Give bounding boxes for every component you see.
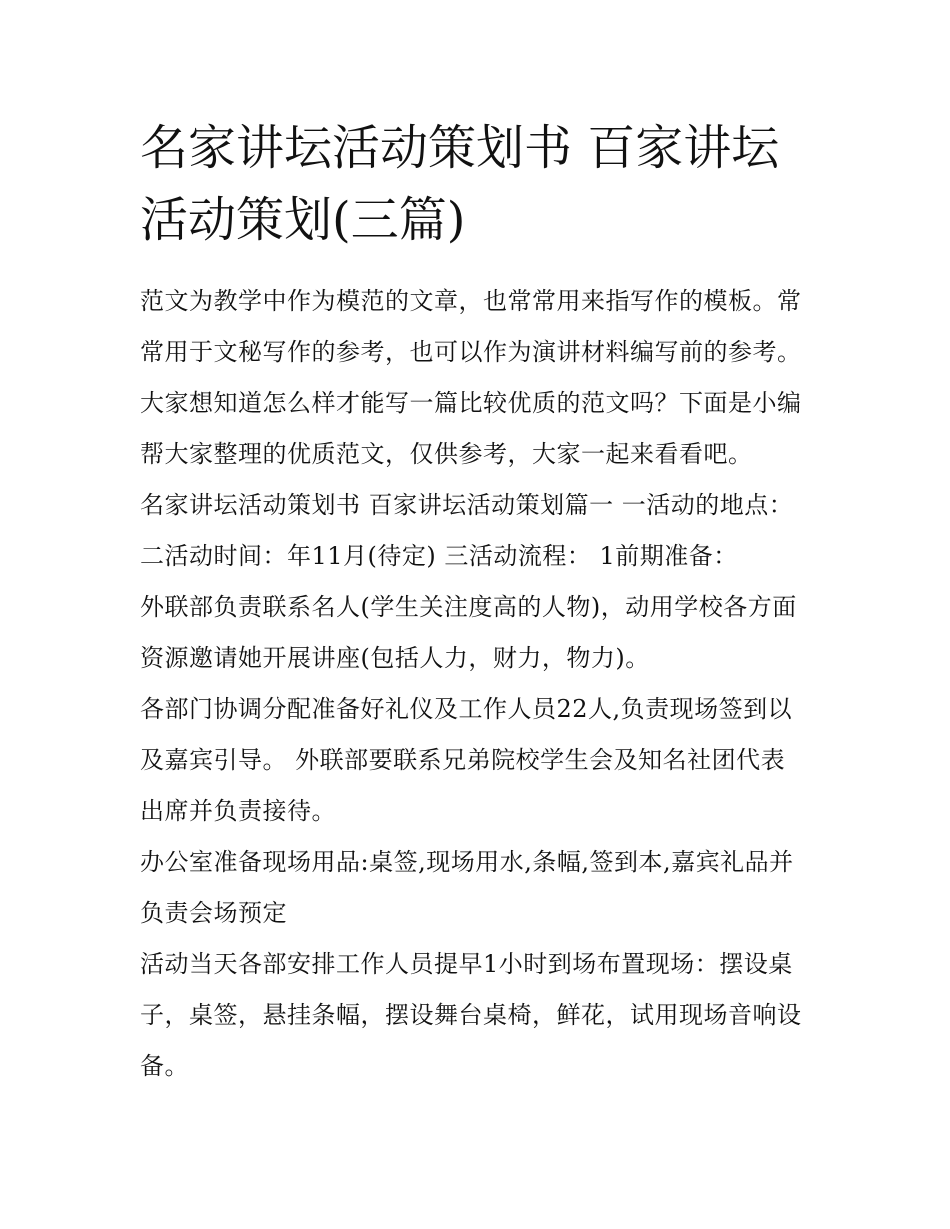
document-title	[140, 112, 820, 256]
body-line: 子，桌签，悬挂条幅，摆设舞台桌椅，鲜花，试用现场音响设	[140, 1001, 802, 1029]
body-line: 负责会场预定	[140, 899, 287, 927]
body-line: 帮大家整理的优质范文，仅供参考，大家一起来看看吧。	[140, 440, 753, 468]
body-line: 备。	[140, 1052, 189, 1080]
body-line: 活动当天各部安排工作人员提早1小时到场布置现场：摆设桌	[140, 950, 793, 978]
title-line: 名家讲坛活动策划书 百家讲坛	[140, 120, 780, 176]
title-line: 活动策划(三篇)	[140, 192, 466, 248]
body-line: 各部门协调分配准备好礼仪及工作人员22人,负责现场签到以	[140, 695, 793, 723]
body-line: 外联部负责联系名人(学生关注度高的人物)，动用学校各方面	[140, 593, 797, 621]
body-line: 资源邀请她开展讲座(包括人力，财力，物力)。	[140, 644, 650, 672]
body-line: 大家想知道怎么样才能写一篇比较优质的范文吗？下面是小编	[140, 389, 802, 417]
body-line: 二活动时间：年11月(待定) 三活动流程： 1前期准备：	[140, 542, 738, 570]
body-line: 常用于文秘写作的参考，也可以作为演讲材料编写前的参考。	[140, 338, 802, 366]
document-body	[140, 282, 820, 1098]
body-line: 办公室准备现场用品:桌签,现场用水,条幅,签到本,嘉宾礼品并	[140, 848, 794, 876]
body-line: 及嘉宾引导。 外联部要联系兄弟院校学生会及知名社团代表	[140, 746, 786, 774]
body-line: 范文为教学中作为模范的文章，也常常用来指写作的模板。常	[140, 287, 802, 315]
body-line: 出席并负责接待。	[140, 797, 336, 825]
body-line: 名家讲坛活动策划书 百家讲坛活动策划篇一 一活动的地点：	[140, 491, 794, 519]
